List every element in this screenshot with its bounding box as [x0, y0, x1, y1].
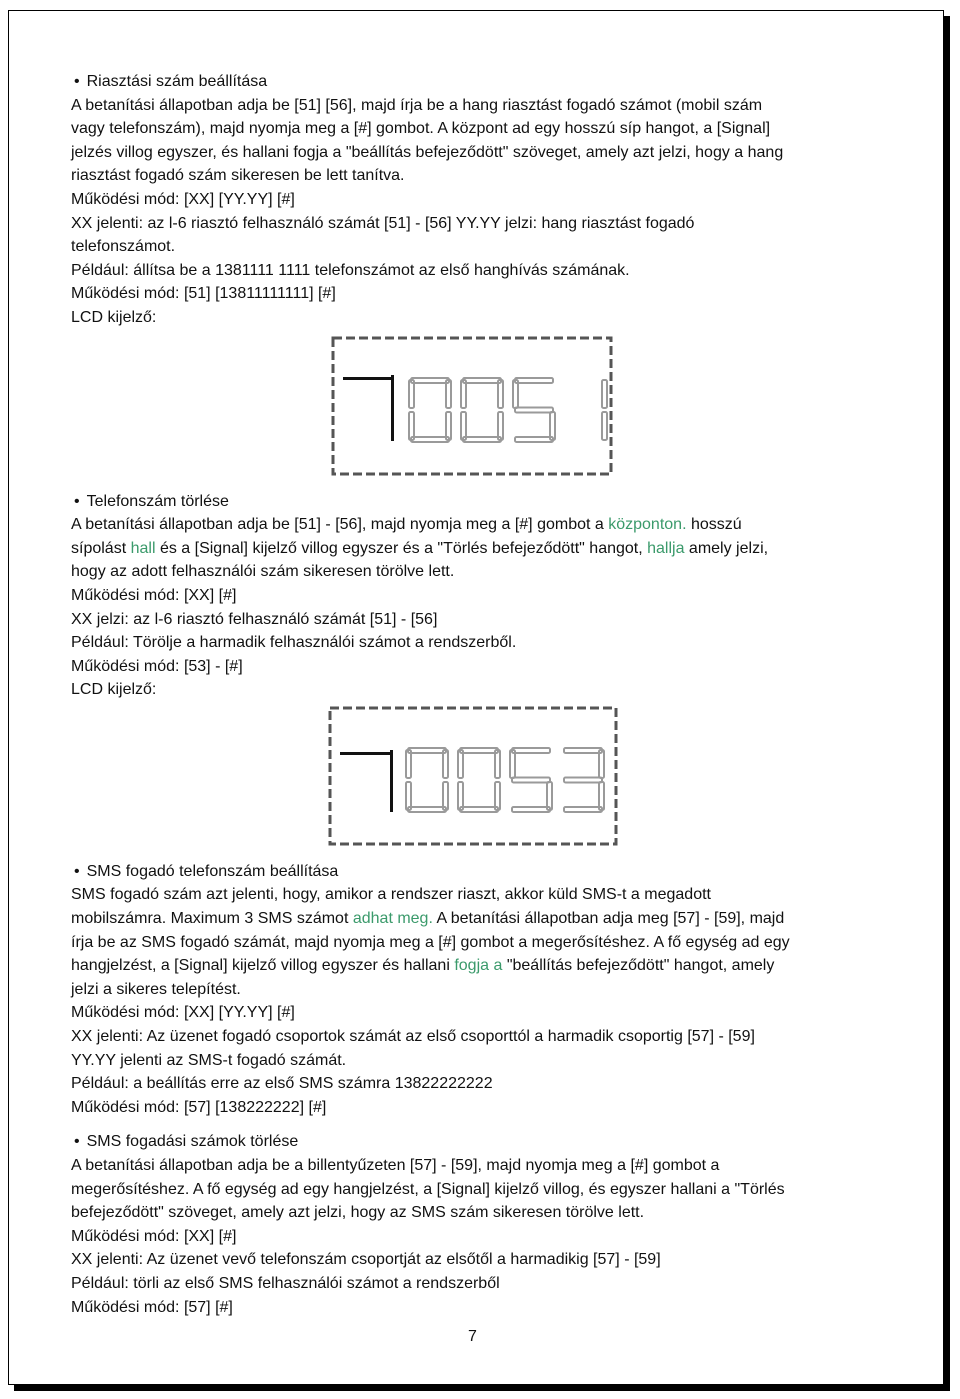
example-line: Például: Törölje a harmadik felhasználói számot a rendszerből.: [71, 634, 517, 652]
lcd-segment-c: [495, 782, 500, 810]
operation-mode-line: Működési mód: [XX] [#]: [71, 586, 237, 604]
lcd-segment-e: [409, 412, 414, 440]
operation-mode-line: Működési mód: [57] [#]: [71, 1298, 233, 1316]
paragraph-line: sípolást hall és a [Signal] kijelző villog egyszer és a "Törlés befejeződött" hangot, hallja amely jelzi,: [71, 539, 769, 557]
paragraph-line: A betanítási állapotban adja be [51] - [56], majd nyomja meg a [#] gombot a központon. hosszú: [71, 516, 742, 534]
paragraph-line: befejeződött" szöveget, amely azt jelzi, hogy az SMS szám sikeresen törölve lett.: [71, 1204, 645, 1222]
lcd-segment-c: [602, 412, 607, 440]
lcd-segment-a: [463, 378, 501, 383]
lcd-segment-e: [406, 782, 411, 810]
paragraph-line: A betanítási állapotban adja be a billentyűzeten [57] - [59], majd nyomja meg a [#] gombot a: [71, 1157, 720, 1174]
lcd-segment-d: [564, 807, 602, 812]
lcd-segment-d: [463, 437, 501, 442]
example-line: Például: törli az első SMS felhasználói számot a rendszerből: [71, 1274, 500, 1292]
lcd-segment-b: [495, 750, 500, 778]
paragraph-line: írja be az SMS fogadó számát, majd nyomja meg a [#] gombot a megerősítéshez. A fő egység ad egy: [71, 933, 790, 951]
lcd-segment-c: [446, 412, 451, 440]
highlight-text: adhat meg.: [352, 910, 433, 928]
section-heading-delete-sms: • SMS fogadási számok törlése: [71, 1130, 871, 1154]
operation-mode-line: Működési mód: [XX] [YY.YY] [#]: [71, 1004, 295, 1022]
section-heading-delete-phone: • Telefonszám törlése: [71, 490, 871, 514]
lcd-digit: [513, 378, 555, 442]
paragraph-line: riasztást fogadó szám sikeresen be lett tanítva.: [71, 167, 405, 185]
paragraph-line: mobilszámra. Maximum 3 SMS számot adhat meg. A betanítási állapotban adja meg [57] - [59], majd: [71, 910, 785, 928]
paragraph-line: telefonszámot.: [71, 238, 176, 256]
highlight-text: hallja: [647, 539, 685, 557]
paragraph-line: hangjelzést, a [Signal] kijelző villog egyszer és hallani fogja a "beállítás befejeződött" hangot, amely: [71, 957, 775, 975]
lcd-label: LCD kijelző:: [71, 681, 157, 699]
lcd-segment-d: [512, 807, 550, 812]
lcd-segment-g: [515, 407, 553, 412]
lcd-display-0053: [326, 705, 622, 850]
paragraph-line: vagy telefonszám), majd nyomja meg a [#] gombot. A központ ad egy hosszú síp hangot, a [Signal]: [71, 120, 771, 138]
lcd-digit: [510, 748, 552, 812]
lcd-segment-d: [408, 807, 446, 812]
lcd-segment-b: [498, 380, 503, 408]
lcd-segment-f: [458, 750, 463, 778]
lcd-segment-c: [547, 782, 552, 810]
lcd-segment-d: [460, 807, 498, 812]
paragraph-line: XX jelenti: az l-6 riasztó felhasználó számát [51] - [56] YY.YY jelzi: hang riasztást fogadó: [71, 214, 695, 232]
document-body: [71, 70, 871, 1319]
lcd-digit: [458, 748, 500, 812]
paragraph-line: jelzés villog egyszer, és hallani fogja a "beállítás befejeződött" szöveget, amely azt jelzi, hogy a hang: [71, 143, 784, 161]
lcd-segment-e: [458, 782, 463, 810]
operation-mode-line: Működési mód: [51] [13811111111] [#]: [71, 285, 336, 303]
lcd-segment-g: [512, 777, 550, 782]
paragraph-line: XX jelenti: Az üzenet vevő telefonszám csoportját az elsőtől a harmadikig [57] - [59]: [71, 1251, 661, 1269]
lcd-segment-c: [599, 782, 604, 810]
lcd-segment-a: [515, 378, 553, 383]
lcd-display-0051: [329, 335, 619, 480]
lcd-segment-d: [411, 437, 449, 442]
lcd-segment-b: [443, 750, 448, 778]
page-number: 7: [468, 1328, 477, 1345]
lcd-segment-c: [550, 412, 555, 440]
operation-mode-line: Működési mód: [XX] [#]: [71, 1227, 237, 1245]
paragraph-line: jelzi a sikeres telepítést.: [71, 980, 241, 998]
lcd-digit: [602, 380, 607, 440]
lcd-segment-f: [513, 380, 518, 408]
paragraph-line: A betanítási állapotban adja be [51] [56], majd írja be a hang riasztást fogadó számot (mobil szám: [71, 96, 763, 114]
lcd-segment-a: [564, 748, 602, 753]
lcd-segment-c: [498, 412, 503, 440]
example-line: Például: a beállítás erre az első SMS számra 13822222222: [71, 1075, 493, 1093]
highlight-text: fogja a: [454, 957, 503, 975]
lcd-segment-b: [602, 380, 607, 408]
paragraph-line: hogy az adott felhasználói szám sikeresen törölve lett.: [71, 563, 455, 581]
operation-mode-line: Működési mód: [XX] [YY.YY] [#]: [71, 190, 295, 208]
page-frame-shadow-right: [943, 16, 950, 1391]
lcd-segment-a: [411, 378, 449, 383]
lcd-segment-f: [510, 750, 515, 778]
lcd-segment-a: [460, 748, 498, 753]
lcd-segment-a: [512, 748, 550, 753]
paragraph-line: XX jelenti: Az üzenet fogadó csoportok számát az első csoporttól a harmadik csoportig [57] - [59]: [71, 1028, 755, 1046]
lcd-segment-e: [461, 412, 466, 440]
example-line: Például: állítsa be a 1381111 1111 telefonszámot az első hanghívás számának.: [71, 261, 630, 279]
paragraph-line: SMS fogadó szám azt jelenti, hogy, amikor a rendszer riaszt, akkor küld SMS-t a megadott: [71, 886, 711, 904]
lcd-digit: [461, 378, 503, 442]
lcd-segment-c: [443, 782, 448, 810]
paragraph-line: megerősítéshez. A fő egység ad egy hangjelzést, a [Signal] kijelző villog, és egyszer hallani a "Törlés: [71, 1180, 785, 1198]
lcd-digit: [409, 378, 451, 442]
operation-mode-line: Működési mód: [57] [138222222] [#]: [71, 1098, 327, 1116]
operation-mode-line: Működési mód: [53] - [#]: [71, 657, 243, 675]
lcd-segment-f: [461, 380, 466, 408]
lcd-digit: [406, 748, 448, 812]
lcd-segment-b: [599, 750, 604, 778]
lcd-segment-b: [446, 380, 451, 408]
highlight-text: központon.: [608, 516, 687, 534]
lcd-label: LCD kijelző:: [71, 308, 157, 326]
lcd-digits: [406, 748, 604, 812]
paragraph-line: XX jelzi: az l-6 riasztó felhasználó számát [51] - [56]: [71, 610, 438, 628]
page-frame-shadow-bottom: [14, 1384, 950, 1391]
lcd-digit: [564, 748, 604, 812]
lcd-digits: [409, 378, 607, 442]
section-heading-sms-number: • SMS fogadó telefonszám beállítása: [71, 860, 871, 884]
lcd-segment-f: [409, 380, 414, 408]
section-heading-alarm-number: • Riasztási szám beállítása: [71, 70, 871, 94]
paragraph-line: YY.YY jelenti az SMS-t fogadó számát.: [71, 1051, 347, 1069]
lcd-segment-g: [564, 777, 602, 782]
lcd-segment-f: [406, 750, 411, 778]
lcd-segment-d: [515, 437, 553, 442]
lcd-segment-a: [408, 748, 446, 753]
highlight-text: hall: [130, 539, 156, 557]
